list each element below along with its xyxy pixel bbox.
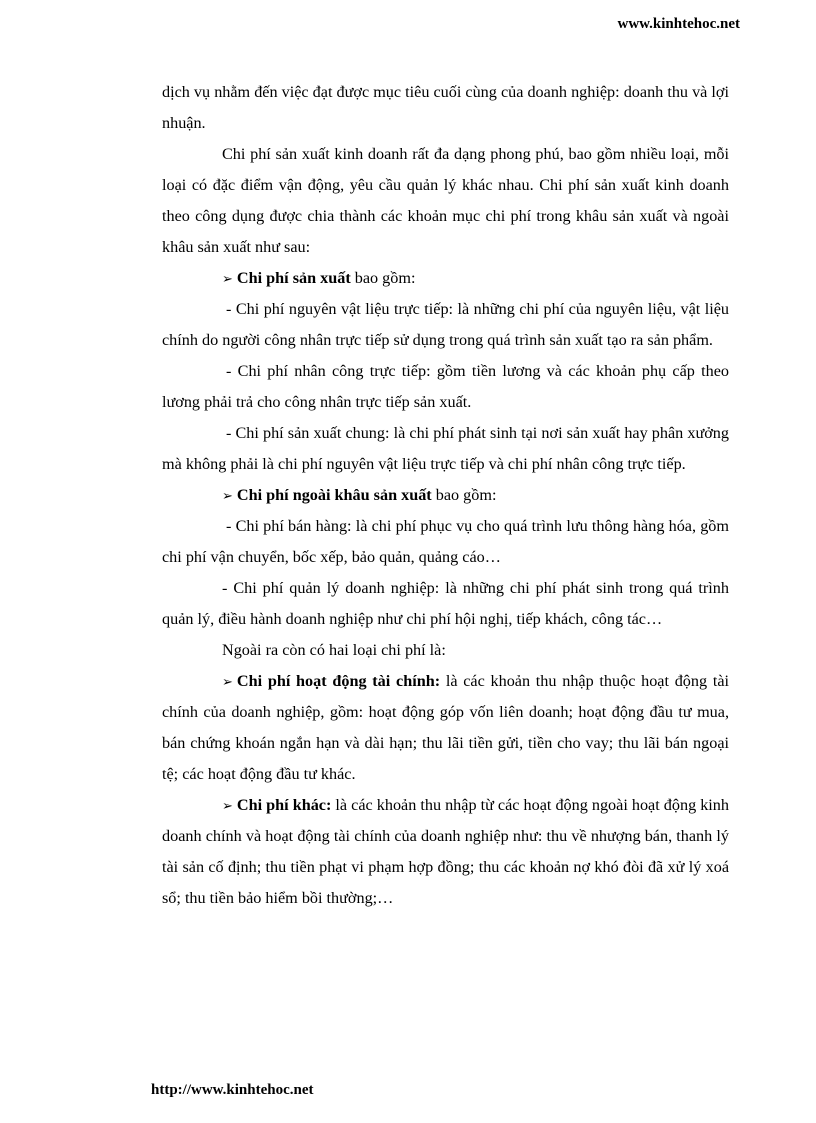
section-financial-cost <box>162 666 729 790</box>
list-item-direct-material: - Chi phí nguyên vật liệu trực tiếp: là những chi phí của nguyên liệu, vật liệu chính do người công nhân trực tiếp sử dụng trong quá trình sản xuất tạo ra sản phẩm. <box>162 300 729 349</box>
arrow-bullet-icon: ➢ <box>222 674 233 689</box>
arrow-bullet-icon: ➢ <box>222 798 233 813</box>
section-rest: bao gồm: <box>431 486 497 504</box>
section-title: Chi phí sản xuất <box>236 269 351 287</box>
arrow-bullet-icon: ➢ <box>222 271 233 286</box>
paragraph-intro-continuation: dịch vụ nhằm đến việc đạt được mục tiêu cuối cùng của doanh nghiệp: doanh thu và lợi nhuận. <box>162 83 729 132</box>
header-website-url: www.kinhtehoc.net <box>617 16 740 32</box>
list-item-admin-cost: - Chi phí quản lý doanh nghiệp: là những chi phí phát sinh trong quá trình quản lý, điều hành doanh nghiệp như chi phí hội nghị, tiếp khách, công tác… <box>162 579 729 628</box>
list-item-direct-labor: - Chi phí nhân công trực tiếp: gồm tiền lương và các khoản phụ cấp theo lương phải trả cho công nhân trực tiếp sản xuất. <box>162 362 729 411</box>
section-other-cost <box>162 790 729 914</box>
section-non-production-cost-heading <box>162 480 729 511</box>
footer-website-url: http://www.kinhtehoc.net <box>151 1082 314 1098</box>
paragraph-cost-classification: Chi phí sản xuất kinh doanh rất đa dạng phong phú, bao gồm nhiều loại, mỗi loại có đặc điểm vận động, yêu cầu quản lý khác nhau. Chi phí sản xuất kinh doanh theo công dụng được chia thành các khoản mục chi phí trong khâu sản xuất và ngoài khâu sản xuất như sau: <box>162 145 729 256</box>
section-rest: bao gồm: <box>350 269 416 287</box>
section-rest: là các khoản thu nhập thuộc hoạt động tài chính của doanh nghiệp, gồm: hoạt động góp vốn liên doanh; hoạt động đầu tư mua, bán chứng khoán ngắn hạn và dài hạn; thu lãi tiền gửi, tiền cho vay; thu lãi bán ngoại tệ; các hoạt động đầu tư khác. <box>162 672 729 783</box>
section-production-cost-heading <box>162 263 729 294</box>
section-title: Chi phí khác: <box>236 796 332 814</box>
section-title: Chi phí hoạt động tài chính: <box>236 672 441 690</box>
paragraph-other-costs-intro: Ngoài ra còn có hai loại chi phí là: <box>222 641 446 659</box>
list-item-selling-cost: - Chi phí bán hàng: là chi phí phục vụ cho quá trình lưu thông hàng hóa, gồm chi phí vận chuyển, bốc xếp, bảo quản, quảng cáo… <box>162 517 729 566</box>
list-item-overhead: - Chi phí sản xuất chung: là chi phí phát sinh tại nơi sản xuất hay phân xưởng mà không phải là chi phí nguyên vật liệu trực tiếp và chi phí nhân công trực tiếp. <box>162 424 729 473</box>
document-body <box>162 77 729 914</box>
section-rest: là các khoản thu nhập từ các hoạt động ngoài hoạt động kinh doanh chính và hoạt động tài chính của doanh nghiệp như: thu về nhượng bán, thanh lý tài sản cố định; thu tiền phạt vi phạm hợp đồng; thu các khoản nợ khó đòi đã xử lý xoá sổ; thu tiền bảo hiểm bồi thường;… <box>162 796 729 907</box>
section-title: Chi phí ngoài khâu sản xuất <box>236 486 432 504</box>
arrow-bullet-icon: ➢ <box>222 488 233 503</box>
